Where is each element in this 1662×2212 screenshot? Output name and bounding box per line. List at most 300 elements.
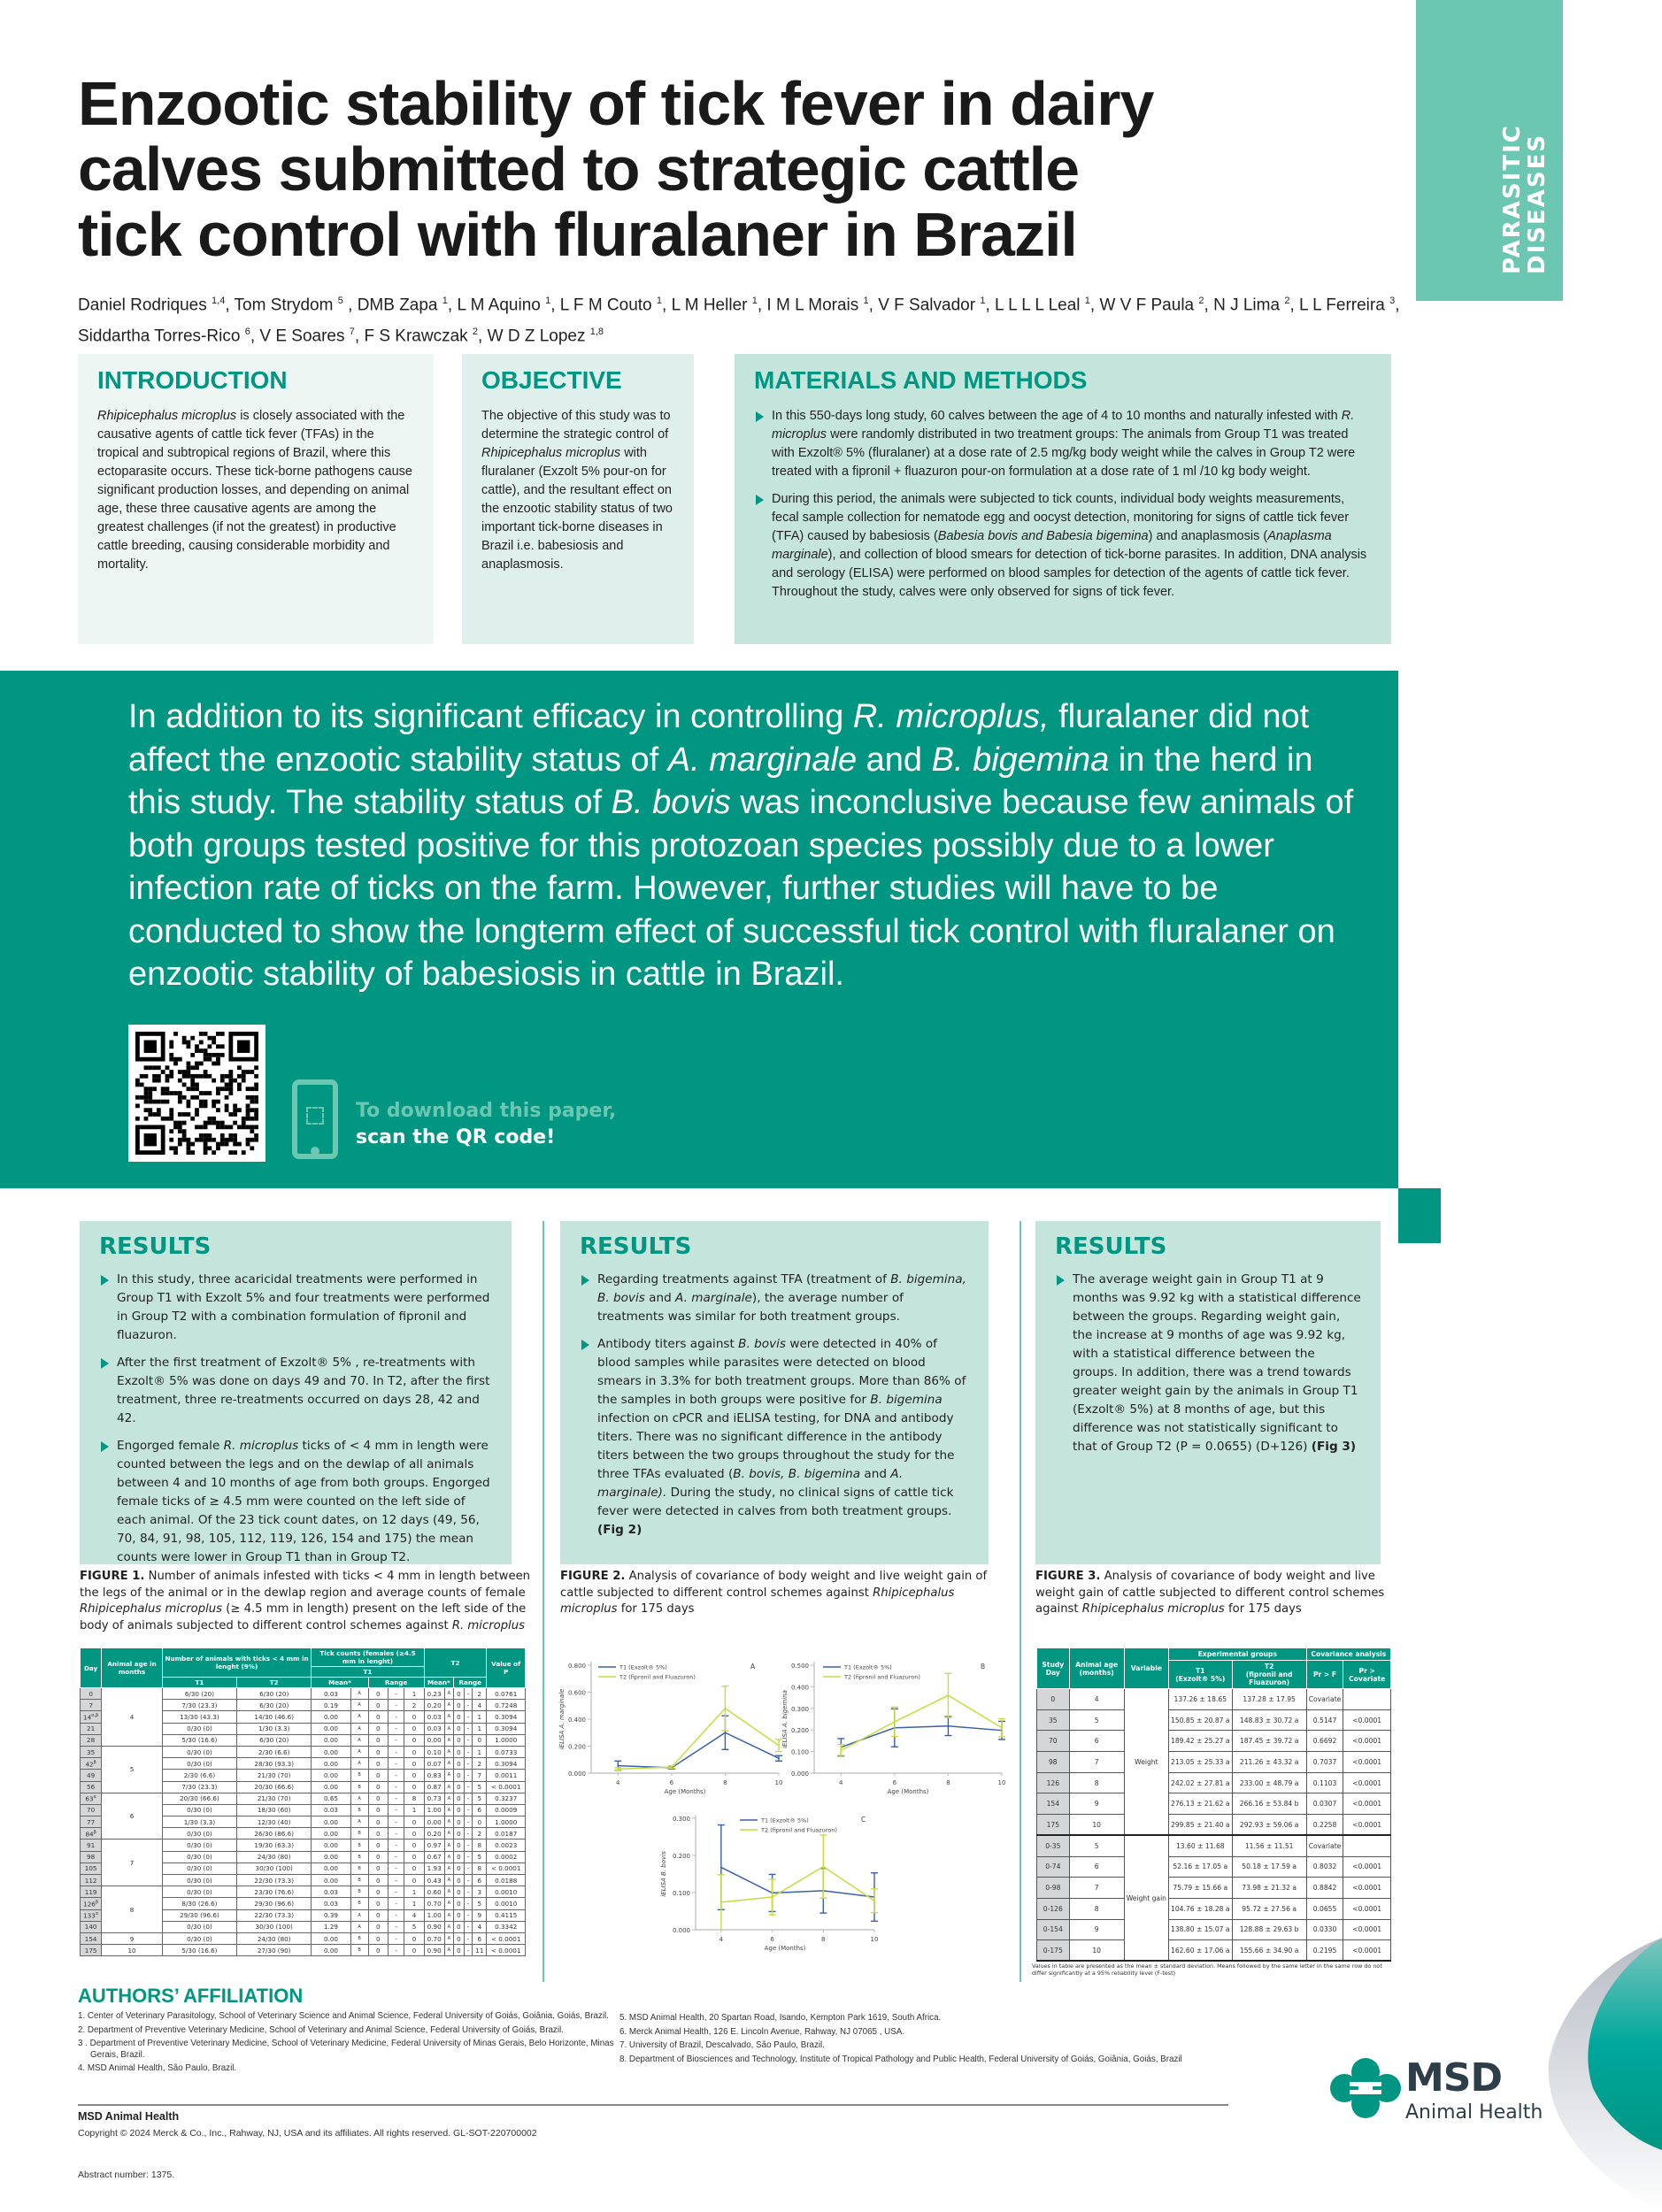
- col-t2: T2: [424, 1648, 487, 1678]
- cell-r2a: 0: [454, 1770, 465, 1781]
- cell-r1b: 1: [404, 1688, 424, 1700]
- table-row: [1037, 1878, 1391, 1899]
- cell-prf: 0.0330: [1306, 1919, 1343, 1940]
- cell-r2a: 0: [454, 1746, 465, 1757]
- day-value: 21: [87, 1724, 96, 1733]
- cell-l1: A: [350, 1816, 368, 1828]
- chart-c: [653, 1809, 892, 1958]
- x-axis-label: Age (Months): [764, 1945, 806, 1952]
- cell-l2: A: [444, 1886, 453, 1898]
- cell-m2: 0.90: [424, 1945, 444, 1956]
- author-name: , L L L L Leal: [985, 296, 1085, 315]
- cell-p: 0.0188: [487, 1875, 526, 1886]
- results-bullet: Antibody titers against B. bovis were detected in 40% of blood samples while parasites were detected on blood smears in 3.3% for both treatment groups. More than 86% of the samples in both groups were positive for B. bigemina infection on cPCR and iELISA testing, for DNA and antibody titers. There was no significant difference in the antibody titers between the two groups throughout the study for the three TFAs evaluated (B. bovis, B. bigemina and A. marginale). During the study, no clinical signs of cattle tick fever were detected in calves from both treatment groups. (Fig 2): [580, 1335, 969, 1540]
- cell-n1: 0/30 (0): [162, 1723, 236, 1734]
- cell-l1: B: [350, 1839, 368, 1851]
- cell-age: 5: [1069, 1709, 1124, 1731]
- cell-p: < 0.0001: [487, 1863, 526, 1874]
- cell-p: < 0.0001: [487, 1932, 526, 1944]
- cell-day: [81, 1734, 102, 1746]
- cell-l1: A: [350, 1909, 368, 1921]
- cell-age: 7: [1069, 1878, 1124, 1899]
- cell-r2b: 9: [473, 1909, 487, 1921]
- qr-code-image: [135, 1032, 258, 1155]
- cell-n2: 28/30 (93.3): [237, 1758, 312, 1770]
- results-heading: RESULTS: [99, 1233, 212, 1260]
- cell-p: 0.3237: [487, 1793, 526, 1804]
- cell-n1: 29/30 (96.6): [162, 1909, 236, 1921]
- cell-n1: 0/30 (0): [162, 1932, 236, 1944]
- cell-day: [81, 1816, 102, 1828]
- cell-t2: 233.00 ± 48.79 a: [1232, 1772, 1306, 1793]
- cell-r1a: 0: [368, 1711, 388, 1723]
- cell-r1a: 0: [368, 1898, 388, 1909]
- day-value: 112: [84, 1876, 97, 1885]
- author-name: , N J Lima: [1204, 296, 1285, 315]
- results-section-1: [80, 1221, 512, 1564]
- x-tick-label: 4: [719, 1936, 724, 1943]
- cell-l1: B: [350, 1804, 368, 1816]
- cell-l1: B: [350, 1945, 368, 1956]
- series-line: [618, 1709, 779, 1770]
- col-p-value: Value of P: [487, 1648, 526, 1688]
- y-axis-label: iELISA A. bigemina: [781, 1690, 789, 1748]
- col-variable: Variable: [1124, 1648, 1168, 1689]
- affiliation-item: 6. Merck Animal Health, 126 E. Lincoln Avenue, Rahway, NJ 07065 , USA.: [619, 2026, 905, 2037]
- cell-m1: 0.00: [312, 1945, 350, 1956]
- author-name: , V F Salvador: [868, 296, 981, 315]
- cell-r1a: 0: [368, 1816, 388, 1828]
- range-dash: -: [464, 1688, 473, 1700]
- x-tick-label: 6: [669, 1779, 674, 1786]
- cell-t2: 148.83 ± 30.72 a: [1232, 1709, 1306, 1731]
- day-value: 105: [84, 1864, 97, 1873]
- cell-r2a: 0: [454, 1700, 465, 1711]
- cell-r1a: 0: [368, 1932, 388, 1944]
- y-tick-label: 0.400: [790, 1684, 809, 1692]
- cell-day: 154: [1037, 1793, 1070, 1815]
- cell-n2: 1/30 (3.3): [237, 1723, 312, 1734]
- cell-r2a: 0: [454, 1688, 465, 1700]
- cell-r2a: 0: [454, 1886, 465, 1898]
- objective-heading: OBJECTIVE: [481, 366, 622, 394]
- cell-r1a: 0: [368, 1851, 388, 1863]
- cell-age: 7: [102, 1839, 163, 1886]
- chart-a: [556, 1656, 788, 1798]
- day-marker: α,β: [91, 1712, 99, 1718]
- cell-r1b: 5: [404, 1921, 424, 1932]
- table-row: [1037, 1793, 1391, 1815]
- range-dash: -: [464, 1793, 473, 1804]
- introduction-section: [78, 354, 434, 644]
- cell-l2: A: [444, 1945, 453, 1956]
- cell-r1b: 0: [404, 1734, 424, 1746]
- cell-t2: 128.88 ± 29.63 b: [1232, 1919, 1306, 1940]
- cell-r2a: 0: [454, 1945, 465, 1956]
- author-affiliation-ref: 1: [863, 296, 869, 306]
- cell-prf: 0.6692: [1306, 1731, 1343, 1752]
- cell-r1a: 0: [368, 1770, 388, 1781]
- cell-age: 5: [1069, 1835, 1124, 1856]
- cell-m1: 0.65: [312, 1793, 350, 1804]
- cell-m1: 0.00: [312, 1781, 350, 1793]
- cell-p: 0.0010: [487, 1898, 526, 1909]
- x-tick-label: 10: [870, 1936, 879, 1943]
- cell-m2: 0.97: [424, 1839, 444, 1851]
- col-t1: T1 (Exzolt® 5%): [1169, 1661, 1233, 1689]
- cell-n1: 0/30 (0): [162, 1804, 236, 1816]
- cell-age: 10: [1069, 1940, 1124, 1962]
- author-affiliation-ref: 1: [442, 296, 448, 306]
- cell-r2b: 8: [473, 1839, 487, 1851]
- cell-t1: 137.26 ± 18.65: [1169, 1689, 1233, 1710]
- cell-l2: A: [444, 1804, 453, 1816]
- cell-r1b: 8: [404, 1793, 424, 1804]
- cell-r1b: 1: [404, 1886, 424, 1898]
- cell-l2: A: [444, 1921, 453, 1932]
- cell-r2b: 1: [473, 1723, 487, 1734]
- cell-age: 9: [1069, 1919, 1124, 1940]
- cell-day: [81, 1770, 102, 1781]
- range-dash: -: [388, 1758, 404, 1770]
- cell-p: 1.0000: [487, 1816, 526, 1828]
- cell-n2: 6/30 (20): [237, 1700, 312, 1711]
- author-affiliation-ref: 1: [980, 296, 986, 306]
- cell-p: 0.3094: [487, 1711, 526, 1723]
- results-section-3: [1035, 1221, 1381, 1564]
- col-mean-t1: Mean*: [312, 1678, 368, 1688]
- cell-prc: <0.0001: [1343, 1709, 1391, 1731]
- cell-r1b: 0: [404, 1828, 424, 1839]
- author-affiliation-ref: 2: [1198, 296, 1204, 306]
- cell-age: 10: [1069, 1815, 1124, 1836]
- cell-variable: Weight gain: [1124, 1835, 1168, 1961]
- cell-r2a: 0: [454, 1793, 465, 1804]
- affiliation-item: 3 . Department of Preventive Veterinary Medicine, School of Veterinary Medicine, Federal University of Minas Gerais, Belo Horizonte, Minas Gerais, Brazil.: [78, 2039, 614, 2060]
- cell-n1: 1/30 (3.3): [162, 1816, 236, 1828]
- table-row: [1037, 1731, 1391, 1752]
- day-value: 0: [88, 1689, 93, 1698]
- cell-n1: 7/30 (23.3): [162, 1700, 236, 1711]
- cell-r1a: 0: [368, 1945, 388, 1956]
- cell-m2: 1.93: [424, 1863, 444, 1874]
- cell-r2b: 7: [473, 1770, 487, 1781]
- cell-l2: A: [444, 1816, 453, 1828]
- author-affiliation-ref: 6: [244, 326, 250, 338]
- cell-r1a: 0: [368, 1804, 388, 1816]
- y-tick-label: 0.200: [567, 1743, 586, 1751]
- day-value: 56: [87, 1783, 96, 1792]
- range-dash: -: [388, 1932, 404, 1944]
- cell-r1b: 1: [404, 1898, 424, 1909]
- day-value: 84: [85, 1830, 94, 1839]
- cell-m1: 0.03: [312, 1886, 350, 1898]
- cell-r2a: 0: [454, 1851, 465, 1863]
- cell-p: 0.3342: [487, 1921, 526, 1932]
- figure1-table: [80, 1647, 526, 1956]
- author-affiliation-ref: 1,8: [589, 326, 604, 338]
- cell-m1: 0.03: [312, 1804, 350, 1816]
- x-tick-label: 4: [839, 1779, 843, 1786]
- cell-p: 0.0761: [487, 1688, 526, 1700]
- cell-day: 126: [1037, 1772, 1070, 1793]
- introduction-text: Rhipicephalus microplus is closely associated with the causative agents of cattle tick fever (TFAs) in the tropical and subtropical regions of Brazil, where this ectoparasite occurs. These tick-borne pathogens cause significant production losses, and depending on animal age, these three causative agents are among the greatest challenges (if not the greatest) in productive cattle breeding, causing considerable morbidity and mortality.: [97, 409, 412, 572]
- cell-age: 8: [102, 1886, 163, 1933]
- download-prompt-cta: scan the QR code!: [356, 1126, 556, 1148]
- cell-n2: 30/30 (100): [237, 1921, 312, 1932]
- x-axis-label: Age (Months): [664, 1788, 706, 1795]
- affiliation-item: 4. MSD Animal Health, São Paulo, Brazil.: [78, 2063, 237, 2073]
- x-tick-label: 4: [616, 1779, 620, 1786]
- cell-day: [81, 1875, 102, 1886]
- cell-m1: 1.29: [312, 1921, 350, 1932]
- legend-label: T2 (fipronil and Fluazuron): [761, 1826, 837, 1834]
- cell-r1b: 0: [404, 1770, 424, 1781]
- cell-r1b: 4: [404, 1909, 424, 1921]
- cell-t1: 13.60 ± 11.68: [1169, 1835, 1233, 1856]
- panel-label: C: [861, 1816, 866, 1824]
- table-row: [1037, 1835, 1391, 1856]
- cell-l2: A: [444, 1711, 453, 1723]
- cell-n1: 0/30 (0): [162, 1828, 236, 1839]
- cell-l2: A: [444, 1898, 453, 1909]
- cell-l1: A: [350, 1700, 368, 1711]
- cell-p: 1.0000: [487, 1734, 526, 1746]
- day-value: 140: [84, 1923, 97, 1932]
- cell-r2b: 4: [473, 1700, 487, 1711]
- author-affiliation-ref: 1,4: [212, 296, 226, 306]
- abstract-number: Abstract number: 1375.: [78, 2170, 175, 2180]
- col-tick-counts: Tick counts (females (≥4.5 mm in lenght): [312, 1648, 424, 1667]
- x-tick-label: 10: [774, 1779, 783, 1786]
- y-tick-label: 0.100: [672, 1890, 690, 1897]
- cell-l2: A: [444, 1688, 453, 1700]
- cell-m2: 0.07: [424, 1758, 444, 1770]
- cell-n1: 0/30 (0): [162, 1746, 236, 1757]
- panel-label: A: [750, 1663, 756, 1671]
- author-name: , Tom Strydom: [225, 296, 338, 315]
- cell-r2b: 6: [473, 1804, 487, 1816]
- cell-m2: 0.00: [424, 1734, 444, 1746]
- series-line: [841, 1726, 1002, 1747]
- series-line: [841, 1695, 1002, 1750]
- cell-m1: 0.00: [312, 1863, 350, 1874]
- range-dash: -: [464, 1932, 473, 1944]
- cell-r2a: 0: [454, 1863, 465, 1874]
- range-dash: -: [464, 1711, 473, 1723]
- cell-prc: <0.0001: [1343, 1878, 1391, 1899]
- x-tick-label: 8: [723, 1779, 727, 1786]
- author-name: , V E Soares: [250, 326, 350, 346]
- author-list: [78, 288, 1405, 350]
- cell-day: [81, 1804, 102, 1816]
- cell-l2: A: [444, 1839, 453, 1851]
- author-affiliation-ref: 3: [1389, 296, 1396, 306]
- figure2-caption: FIGURE 2. Analysis of covariance of body weight and live weight gain of cattle subjected to different control schemes against Rhipicephalus microplus for 175 days: [560, 1570, 988, 1616]
- cell-prc: [1343, 1689, 1391, 1710]
- qr-code[interactable]: [128, 1025, 265, 1162]
- cell-l2: A: [444, 1723, 453, 1734]
- cell-r1b: 0: [404, 1945, 424, 1956]
- affiliations-list-right: [619, 2013, 1186, 2068]
- cell-m2: 0.60: [424, 1886, 444, 1898]
- cell-m1: 0.00: [312, 1734, 350, 1746]
- cell-l1: B: [350, 1886, 368, 1898]
- day-value: 49: [87, 1770, 96, 1779]
- cell-l2: A: [444, 1909, 453, 1921]
- day-value: 154: [84, 1934, 97, 1943]
- author-name: Daniel Rodriques: [78, 296, 212, 315]
- cell-prf: 0.2195: [1306, 1940, 1343, 1962]
- range-dash: -: [464, 1921, 473, 1932]
- column-divider: [1020, 1221, 1021, 1982]
- range-dash: -: [388, 1909, 404, 1921]
- cell-r1a: 0: [368, 1909, 388, 1921]
- figure3-table: [1036, 1647, 1391, 1962]
- day-value: 91: [87, 1841, 96, 1850]
- range-dash: -: [388, 1875, 404, 1886]
- y-tick-label: 0.500: [790, 1663, 809, 1670]
- footer-company: MSD Animal Health: [78, 2110, 180, 2123]
- y-tick-label: 0.000: [790, 1770, 809, 1778]
- day-value: 70: [87, 1806, 96, 1815]
- cell-p: 0.3094: [487, 1723, 526, 1734]
- cell-r2b: 11: [473, 1945, 487, 1956]
- cell-l1: B: [350, 1851, 368, 1863]
- day-value: 133: [83, 1911, 96, 1920]
- range-dash: -: [464, 1700, 473, 1711]
- figure3-note: Values in table are presented as the mean ± standard deviation. Means followed by the same letter in the same row do not differ significantly at a 95% reliability level (F-test): [1032, 1962, 1382, 1977]
- cell-l1: A: [350, 1734, 368, 1746]
- cell-l1: A: [350, 1723, 368, 1734]
- cell-p: 0.0002: [487, 1851, 526, 1863]
- y-tick-label: 0.000: [672, 1927, 690, 1934]
- cell-n2: 6/30 (20): [237, 1688, 312, 1700]
- cell-t1: 276.13 ± 21.62 a: [1169, 1793, 1233, 1815]
- y-axis-label: iELISA A. marginale: [558, 1688, 566, 1750]
- table-row: [1037, 1689, 1391, 1710]
- cell-r2b: 2: [473, 1758, 487, 1770]
- cell-t2: 292.93 ± 59.06 a: [1232, 1815, 1306, 1836]
- affiliations-heading: AUTHORS’ AFFILIATION: [78, 1985, 304, 2007]
- cell-l1: B: [350, 1863, 368, 1874]
- cell-day: [81, 1758, 102, 1770]
- cell-prf: 0.0655: [1306, 1898, 1343, 1919]
- x-tick-label: 10: [997, 1779, 1006, 1786]
- cell-n2: 24/30 (80): [237, 1851, 312, 1863]
- cell-day: 0: [1037, 1689, 1070, 1710]
- col-pr-f: Pr > F: [1306, 1661, 1343, 1689]
- cell-p: 0.7248: [487, 1700, 526, 1711]
- cell-l2: A: [444, 1758, 453, 1770]
- cell-m2: 0.90: [424, 1921, 444, 1932]
- cell-r1b: 2: [404, 1700, 424, 1711]
- cell-day: [81, 1909, 102, 1921]
- legend-label: T1 (Exzolt® 5%): [619, 1663, 667, 1671]
- results-heading: RESULTS: [1055, 1233, 1167, 1260]
- y-tick-label: 0.400: [567, 1717, 586, 1724]
- methods-bullet: In this 550-days long study, 60 calves between the age of 4 to 10 months and naturally infested with R. microplus were randomly distributed in two treatment groups: The animals from Group T1 was treated with Exzolt® 5% (fluralaner) at a dose rate of 2.5 mg/kg body weight while the calves in Group T2 were treated with a fipronil + fluazuron pour-on formulation at a dose rate of 1 ml /10 kg body weight.: [754, 407, 1372, 481]
- legend-label: T2 (fipronil and Fluazuron): [619, 1673, 696, 1681]
- cell-m2: 0.20: [424, 1700, 444, 1711]
- cell-day: [81, 1851, 102, 1863]
- cell-age: 6: [1069, 1856, 1124, 1878]
- cell-m1: 0.39: [312, 1909, 350, 1921]
- cell-m2: 1.00: [424, 1909, 444, 1921]
- cell-age: 6: [102, 1793, 163, 1839]
- table-row: [1037, 1898, 1391, 1919]
- cell-n2: 2/30 (6.6): [237, 1746, 312, 1757]
- methods-heading: MATERIALS AND METHODS: [754, 366, 1088, 394]
- cell-day: [81, 1828, 102, 1839]
- cell-n2: 14/30 (46.6): [237, 1711, 312, 1723]
- range-dash: -: [388, 1816, 404, 1828]
- cell-r2a: 0: [454, 1839, 465, 1851]
- panel-label: B: [981, 1663, 986, 1671]
- legend-label: T2 (fipronil and Fluazuron): [844, 1673, 920, 1681]
- cell-r2b: 1: [473, 1746, 487, 1757]
- introduction-heading: INTRODUCTION: [97, 366, 288, 394]
- cell-r2b: 1: [473, 1711, 487, 1723]
- range-dash: -: [388, 1723, 404, 1734]
- col-n-t1: T1: [162, 1678, 236, 1688]
- range-dash: -: [388, 1734, 404, 1746]
- chart-b: [779, 1656, 1011, 1798]
- cell-age: 4: [102, 1688, 163, 1747]
- cell-l1: B: [350, 1781, 368, 1793]
- cell-l1: B: [350, 1828, 368, 1839]
- day-value: 14: [83, 1713, 92, 1722]
- results-bullet: The average weight gain in Group T1 at 9 months was 9.92 kg with a statistical difference between the groups. Regarding weight gain, the increase at 9 months of age was 9.92 kg, with a statistical difference between the groups. In addition, there was a trend towards greater weight gain by the animals in Group T1 (Exzolt® 5%) at 8 months of age, but this difference was not statistically significant to that of Group T2 (P = 0.0655) (D+126) (Fig 3): [1055, 1271, 1361, 1456]
- cell-r1a: 0: [368, 1688, 388, 1700]
- range-dash: -: [388, 1886, 404, 1898]
- cell-l2: A: [444, 1793, 453, 1804]
- cell-m1: 0.00: [312, 1723, 350, 1734]
- legend-label: T1 (Exzolt® 5%): [761, 1816, 809, 1824]
- author-name: , I M L Morais: [757, 296, 864, 315]
- cell-age: 10: [102, 1945, 163, 1956]
- cell-day: [81, 1688, 102, 1700]
- cell-m1: 0.19: [312, 1700, 350, 1711]
- cell-r1b: 1: [404, 1804, 424, 1816]
- cell-t1: 150.85 ± 20.87 a: [1169, 1709, 1233, 1731]
- cell-day: 0-74: [1037, 1856, 1070, 1878]
- author-name: , F S Krawczak: [354, 326, 473, 346]
- cell-t1: 299.85 ± 21.40 a: [1169, 1815, 1233, 1836]
- cell-m2: 0.73: [424, 1793, 444, 1804]
- cell-r1a: 0: [368, 1781, 388, 1793]
- cell-p: 0.4115: [487, 1909, 526, 1921]
- author-name: , L F M Couto: [550, 296, 657, 315]
- cell-r1b: 0: [404, 1839, 424, 1851]
- cell-p: 0.0187: [487, 1828, 526, 1839]
- cell-l1: A: [350, 1758, 368, 1770]
- cell-m2: 0.70: [424, 1932, 444, 1944]
- cell-m2: 0.20: [424, 1828, 444, 1839]
- author-name: , W D Z Lopez: [478, 326, 590, 346]
- range-dash: -: [464, 1898, 473, 1909]
- y-tick-label: 0.200: [672, 1853, 690, 1860]
- author-name: , W V F Paula: [1089, 296, 1199, 315]
- cell-r2b: 4: [473, 1921, 487, 1932]
- cell-n2: 12/30 (40): [237, 1816, 312, 1828]
- cell-r2b: 8: [473, 1863, 487, 1874]
- cell-prc: <0.0001: [1343, 1752, 1391, 1773]
- series-line: [721, 1867, 874, 1902]
- col-pr-covariate: Pr > Covariate: [1343, 1661, 1391, 1689]
- cell-p: 0.0011: [487, 1770, 526, 1781]
- cell-n1: 0/30 (0): [162, 1875, 236, 1886]
